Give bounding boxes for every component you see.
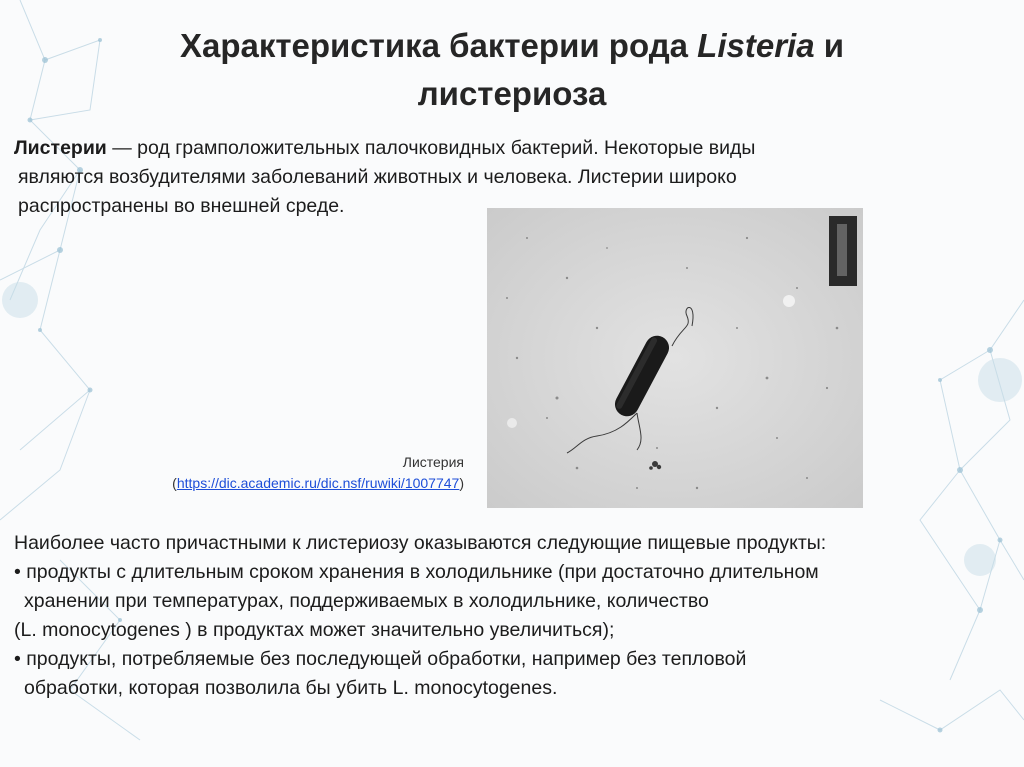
figure-caption <box>60 452 464 494</box>
foods-item1-line3: (L. monocytogenes ) в продуктах может значительно увеличиться); <box>14 619 615 641</box>
caption-paren-open: ( <box>172 475 177 491</box>
foods-item2-line1: • продукты, потребляемые без последующей обработки, например без тепловой <box>14 648 747 670</box>
foods-item1-line2: хранении при температурах, поддерживаемых в холодильнике, количество <box>24 590 709 612</box>
foods-item1-line1: • продукты с длительным сроком хранения в холодильнике (при достаточно длительном <box>14 561 819 583</box>
foods-intro: Наиболее часто причастными к листериозу оказываются следующие пищевые продукты: <box>14 532 827 554</box>
title-genus-italic: Listeria <box>697 27 815 64</box>
caption-paren-close: ) <box>459 475 464 491</box>
source-link[interactable]: https://dic.academic.ru/dic.nsf/ruwiki/1007747 <box>176 475 460 491</box>
foods-item2-line2: обработки, которая позволила бы убить L. monocytogenes. <box>24 677 558 699</box>
foods-section <box>14 529 1004 703</box>
title-text: Характеристика бактерии рода <box>179 27 698 64</box>
slide-title <box>60 22 964 118</box>
intro-line3: распространены во внешней среде. <box>18 195 345 217</box>
title-text-end: и <box>814 27 845 64</box>
caption-title: Листерия <box>402 454 464 470</box>
listeria-micrograph <box>487 208 863 508</box>
intro-term: Листерии <box>14 137 107 159</box>
intro-line2: являются возбудителями заболеваний животных и человека. Листерии широко <box>18 166 737 188</box>
intro-line1: — род грамположительных палочковидных бактерий. Некоторые виды <box>106 137 756 159</box>
title-line2: листериоза <box>417 75 607 112</box>
